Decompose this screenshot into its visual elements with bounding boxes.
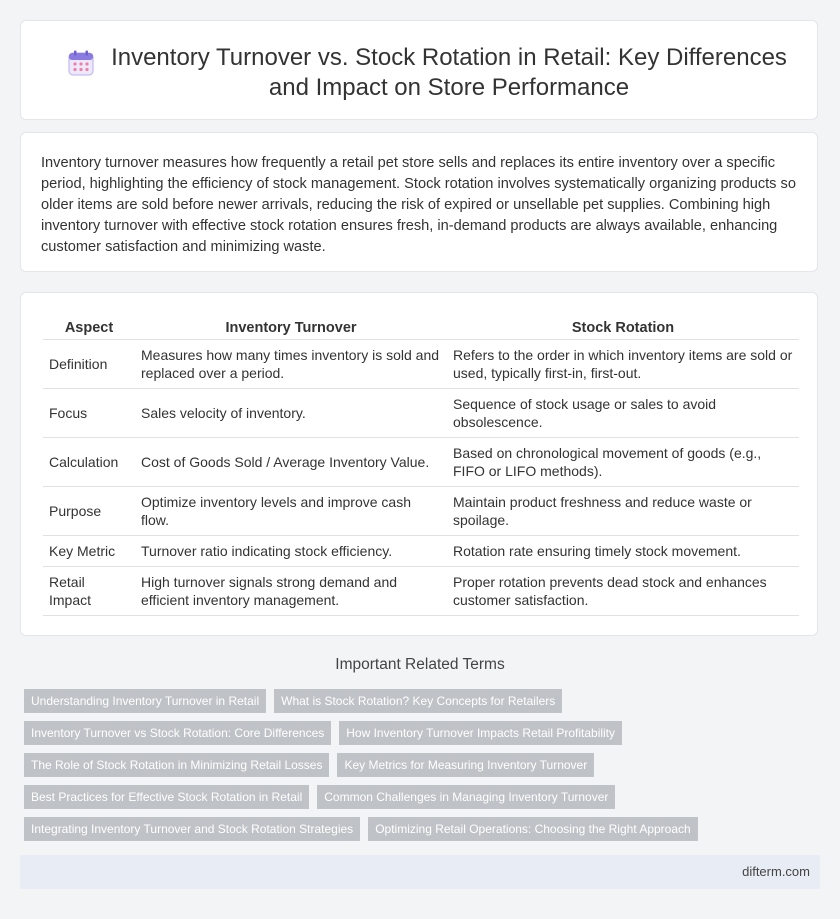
related-term-tag[interactable]: Integrating Inventory Turnover and Stock Rotation Strategies	[24, 817, 360, 841]
row-rotation: Sequence of stock usage or sales to avoid obsolescence.	[447, 389, 799, 438]
related-terms-heading: Important Related Terms	[335, 656, 505, 673]
row-turnover: High turnover signals strong demand and efficient inventory management.	[135, 567, 447, 616]
row-aspect: Definition	[43, 340, 135, 389]
table-row	[43, 389, 799, 438]
related-term-tag[interactable]: Understanding Inventory Turnover in Retail	[24, 689, 266, 713]
row-turnover: Optimize inventory levels and improve cash flow.	[135, 487, 447, 536]
table-header-row	[43, 315, 799, 340]
row-aspect: Key Metric	[43, 536, 135, 567]
row-rotation: Based on chronological movement of goods (e.g., FIFO or LIFO methods).	[447, 438, 799, 487]
related-term-tag[interactable]: Common Challenges in Managing Inventory Turnover	[317, 785, 615, 809]
header-stock-rotation: Stock Rotation	[447, 315, 799, 340]
row-aspect: Purpose	[43, 487, 135, 536]
header-aspect: Aspect	[43, 315, 135, 340]
comparison-table	[43, 315, 799, 616]
row-turnover: Cost of Goods Sold / Average Inventory Value.	[135, 438, 447, 487]
row-rotation: Proper rotation prevents dead stock and enhances customer satisfaction.	[447, 567, 799, 616]
row-aspect: Retail Impact	[43, 567, 135, 616]
row-rotation: Maintain product freshness and reduce waste or spoilage.	[447, 487, 799, 536]
title-card	[20, 20, 818, 120]
intro-paragraph: Inventory turnover measures how frequently a retail pet store sells and replaces its entire inventory over a specific period, highlighting the efficiency of stock management. Stock rotation involves systematically organizing products so older items are sold before newer arrivals, reducing the risk of expired or unsellable pet supplies. Combining high inventory turnover with effective stock rotation ensures fresh, in-demand products are always available, enhancing customer satisfaction and minimizing waste.	[41, 155, 796, 255]
footer	[20, 855, 820, 889]
row-turnover: Measures how many times inventory is sold and replaced over a period.	[135, 340, 447, 389]
intro-card	[20, 132, 818, 272]
related-term-tag[interactable]: Optimizing Retail Operations: Choosing the Right Approach	[368, 817, 698, 841]
row-turnover: Turnover ratio indicating stock efficiency.	[135, 536, 447, 567]
related-term-tag[interactable]: Key Metrics for Measuring Inventory Turnover	[337, 753, 594, 777]
table-row	[43, 340, 799, 389]
related-term-tag[interactable]: Inventory Turnover vs Stock Rotation: Core Differences	[24, 721, 331, 745]
related-term-tag[interactable]: What is Stock Rotation? Key Concepts for Retailers	[274, 689, 562, 713]
table-row	[43, 567, 799, 616]
row-aspect: Focus	[43, 389, 135, 438]
site-name[interactable]: difterm.com	[742, 864, 810, 879]
table-row	[43, 536, 799, 567]
table-row	[43, 438, 799, 487]
row-rotation: Rotation rate ensuring timely stock movement.	[447, 536, 799, 567]
related-terms-list	[24, 689, 824, 849]
page-title: Inventory Turnover vs. Stock Rotation in Retail: Key Differences and Impact on Store Performance	[111, 44, 787, 101]
table-row	[43, 487, 799, 536]
related-term-tag[interactable]: Best Practices for Effective Stock Rotation in Retail	[24, 785, 309, 809]
row-turnover: Sales velocity of inventory.	[135, 389, 447, 438]
calendar-grid-icon	[67, 49, 95, 77]
row-rotation: Refers to the order in which inventory items are sold or used, typically first-in, first-out.	[447, 340, 799, 389]
related-term-tag[interactable]: The Role of Stock Rotation in Minimizing Retail Losses	[24, 753, 329, 777]
related-term-tag[interactable]: How Inventory Turnover Impacts Retail Profitability	[339, 721, 622, 745]
comparison-card	[20, 292, 818, 636]
header-inventory-turnover: Inventory Turnover	[135, 315, 447, 340]
row-aspect: Calculation	[43, 438, 135, 487]
